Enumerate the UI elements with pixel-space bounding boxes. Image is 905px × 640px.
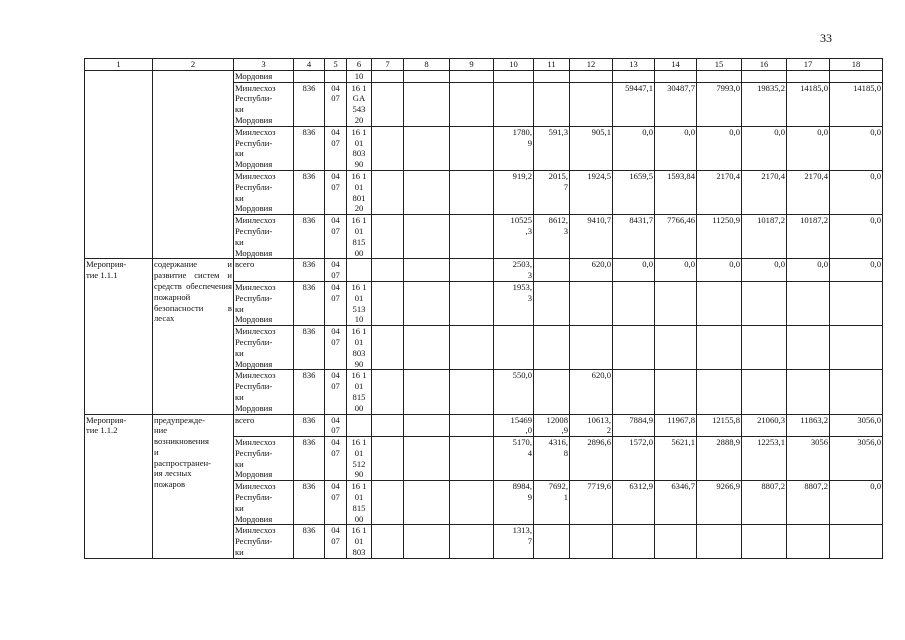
- recipient-cell: Минлесхоз Республи- ки Мордовия: [234, 370, 294, 414]
- recipient-cell: Минлесхоз Республи- ки Мордовия: [234, 326, 294, 370]
- value-cell: [450, 414, 494, 437]
- value-cell: [534, 82, 570, 126]
- target-code-cell: 16 1 01 801 20: [347, 170, 372, 214]
- value-cell: 10525 ,3: [494, 215, 534, 259]
- value-cell: [787, 326, 830, 370]
- budget-table: [84, 58, 883, 559]
- value-cell: [613, 326, 655, 370]
- recipient-cell: Минлесхоз Республи- ки Мордовия: [234, 215, 294, 259]
- value-cell: [570, 70, 613, 82]
- value-cell: [655, 370, 697, 414]
- value-cell: 0,0: [655, 126, 697, 170]
- target-code-cell: [347, 414, 372, 437]
- grbs-code-cell: 836: [294, 82, 325, 126]
- column-number-cell: 9: [450, 59, 494, 71]
- value-cell: 7692, 1: [534, 481, 570, 525]
- value-cell: 0,0: [655, 259, 697, 282]
- value-cell: 3056,0: [830, 437, 883, 481]
- value-cell: [404, 82, 450, 126]
- value-cell: [450, 259, 494, 282]
- value-cell: [372, 414, 404, 437]
- value-cell: [372, 326, 404, 370]
- value-cell: [742, 326, 787, 370]
- recipient-cell: всего: [234, 414, 294, 437]
- column-number-cell: 2: [153, 59, 234, 71]
- value-cell: [404, 414, 450, 437]
- value-cell: 14185,0: [787, 82, 830, 126]
- value-cell: [372, 481, 404, 525]
- value-cell: [742, 281, 787, 325]
- value-cell: [742, 370, 787, 414]
- value-cell: 7884,9: [613, 414, 655, 437]
- grbs-code-cell: 836: [294, 481, 325, 525]
- value-cell: 0,0: [830, 170, 883, 214]
- section-code-cell: 04 07: [325, 170, 347, 214]
- value-cell: 8612, 3: [534, 215, 570, 259]
- section-code-cell: 04 07: [325, 414, 347, 437]
- value-cell: 12155,8: [697, 414, 742, 437]
- value-cell: [570, 326, 613, 370]
- value-cell: [534, 281, 570, 325]
- value-cell: [742, 70, 787, 82]
- value-cell: [570, 281, 613, 325]
- value-cell: 7719,6: [570, 481, 613, 525]
- table-row: [85, 259, 883, 282]
- column-number-row: [85, 59, 883, 71]
- value-cell: [830, 370, 883, 414]
- value-cell: 59447,1: [613, 82, 655, 126]
- value-cell: 2896,6: [570, 437, 613, 481]
- empty-label-cell: [85, 70, 153, 259]
- value-cell: 591,3: [534, 126, 570, 170]
- value-cell: 9266,9: [697, 481, 742, 525]
- value-cell: 30487,7: [655, 82, 697, 126]
- value-cell: 11250,9: [697, 215, 742, 259]
- value-cell: [613, 70, 655, 82]
- value-cell: [787, 370, 830, 414]
- column-number-cell: 8: [404, 59, 450, 71]
- column-number-cell: 4: [294, 59, 325, 71]
- value-cell: [534, 259, 570, 282]
- value-cell: [787, 281, 830, 325]
- target-code-cell: 16 1 01 803 90: [347, 126, 372, 170]
- value-cell: [404, 481, 450, 525]
- target-code-cell: 16 1 01 815 00: [347, 370, 372, 414]
- value-cell: [830, 281, 883, 325]
- value-cell: 8807,2: [787, 481, 830, 525]
- value-cell: [404, 126, 450, 170]
- value-cell: 21060,3: [742, 414, 787, 437]
- value-cell: 1593,84: [655, 170, 697, 214]
- value-cell: 2170,4: [697, 170, 742, 214]
- value-cell: [613, 281, 655, 325]
- target-code-cell: 16 1 01 815 00: [347, 481, 372, 525]
- value-cell: [404, 437, 450, 481]
- section-code-cell: 04 07: [325, 82, 347, 126]
- value-cell: [534, 326, 570, 370]
- recipient-cell: Минлесхоз Республи- ки Мордовия: [234, 481, 294, 525]
- grbs-code-cell: 836: [294, 414, 325, 437]
- value-cell: [697, 525, 742, 558]
- recipient-cell: Минлесхоз Республи- ки Мордовия: [234, 126, 294, 170]
- value-cell: 1953, 3: [494, 281, 534, 325]
- value-cell: 0,0: [613, 259, 655, 282]
- value-cell: [450, 215, 494, 259]
- value-cell: 0,0: [742, 126, 787, 170]
- value-cell: 919,2: [494, 170, 534, 214]
- value-cell: [830, 70, 883, 82]
- value-cell: 6346,7: [655, 481, 697, 525]
- value-cell: 1572,0: [613, 437, 655, 481]
- column-number-cell: 12: [570, 59, 613, 71]
- target-code-cell: 16 1 GA 543 20: [347, 82, 372, 126]
- value-cell: 0,0: [787, 259, 830, 282]
- value-cell: [372, 70, 404, 82]
- value-cell: [450, 370, 494, 414]
- value-cell: 2503, 3: [494, 259, 534, 282]
- section-code-cell: 04 07: [325, 281, 347, 325]
- grbs-code-cell: 836: [294, 281, 325, 325]
- value-cell: 1659,5: [613, 170, 655, 214]
- value-cell: [372, 259, 404, 282]
- value-cell: [697, 326, 742, 370]
- value-cell: [404, 70, 450, 82]
- value-cell: [450, 326, 494, 370]
- value-cell: [570, 82, 613, 126]
- value-cell: 2170,4: [742, 170, 787, 214]
- value-cell: [613, 370, 655, 414]
- target-code-cell: 16 1 01 513 10: [347, 281, 372, 325]
- value-cell: [655, 281, 697, 325]
- grbs-code-cell: 836: [294, 370, 325, 414]
- value-cell: 620,0: [570, 259, 613, 282]
- value-cell: [494, 70, 534, 82]
- value-cell: [450, 437, 494, 481]
- value-cell: 0,0: [613, 126, 655, 170]
- grbs-code-cell: 836: [294, 215, 325, 259]
- value-cell: 0,0: [830, 126, 883, 170]
- recipient-cell: Минлесхоз Республи- ки Мордовия: [234, 281, 294, 325]
- column-number-cell: 15: [697, 59, 742, 71]
- value-cell: [534, 370, 570, 414]
- value-cell: 9410,7: [570, 215, 613, 259]
- value-cell: [404, 370, 450, 414]
- value-cell: [450, 82, 494, 126]
- measure-description-cell: содержание и развитие систем и средств обеспечения пожарной безопасности в лесах: [153, 259, 234, 414]
- value-cell: [787, 525, 830, 558]
- target-code-cell: 10: [347, 70, 372, 82]
- value-cell: [372, 82, 404, 126]
- value-cell: 620,0: [570, 370, 613, 414]
- value-cell: 10187,2: [787, 215, 830, 259]
- grbs-code-cell: [294, 70, 325, 82]
- value-cell: 905,1: [570, 126, 613, 170]
- section-code-cell: [325, 70, 347, 82]
- column-number-cell: 7: [372, 59, 404, 71]
- value-cell: [494, 326, 534, 370]
- target-code-cell: [347, 259, 372, 282]
- target-code-cell: 16 1 01 803: [347, 525, 372, 558]
- value-cell: 0,0: [787, 126, 830, 170]
- value-cell: [404, 259, 450, 282]
- column-number-cell: 6: [347, 59, 372, 71]
- value-cell: [372, 126, 404, 170]
- grbs-code-cell: 836: [294, 170, 325, 214]
- grbs-code-cell: 836: [294, 259, 325, 282]
- value-cell: [830, 525, 883, 558]
- section-code-cell: 04 07: [325, 481, 347, 525]
- column-number-cell: 17: [787, 59, 830, 71]
- value-cell: [404, 281, 450, 325]
- value-cell: 2015, 7: [534, 170, 570, 214]
- value-cell: 5621,1: [655, 437, 697, 481]
- value-cell: 6312,9: [613, 481, 655, 525]
- value-cell: [450, 126, 494, 170]
- value-cell: 0,0: [697, 126, 742, 170]
- recipient-cell: всего: [234, 259, 294, 282]
- value-cell: 12253,1: [742, 437, 787, 481]
- value-cell: 4316, 8: [534, 437, 570, 481]
- value-cell: 0,0: [830, 481, 883, 525]
- table-row: [85, 414, 883, 437]
- value-cell: [372, 525, 404, 558]
- recipient-cell: Минлесхоз Республи- ки Мордовия: [234, 437, 294, 481]
- value-cell: [494, 82, 534, 126]
- measure-label-cell: Мероприя- тие 1.1.2: [85, 414, 153, 558]
- value-cell: [697, 281, 742, 325]
- column-number-cell: 16: [742, 59, 787, 71]
- value-cell: 7993,0: [697, 82, 742, 126]
- value-cell: [570, 525, 613, 558]
- value-cell: [404, 215, 450, 259]
- value-cell: 10613, 2: [570, 414, 613, 437]
- recipient-cell: Минлесхоз Республи- ки Мордовия: [234, 82, 294, 126]
- column-number-cell: 11: [534, 59, 570, 71]
- column-number-cell: 13: [613, 59, 655, 71]
- column-number-cell: 5: [325, 59, 347, 71]
- value-cell: 5170, 4: [494, 437, 534, 481]
- value-cell: [404, 326, 450, 370]
- value-cell: [697, 70, 742, 82]
- value-cell: [655, 525, 697, 558]
- column-number-cell: 14: [655, 59, 697, 71]
- value-cell: 0,0: [830, 259, 883, 282]
- value-cell: [450, 525, 494, 558]
- grbs-code-cell: 836: [294, 525, 325, 558]
- value-cell: 14185,0: [830, 82, 883, 126]
- page-number: 33: [820, 31, 832, 45]
- grbs-code-cell: 836: [294, 126, 325, 170]
- value-cell: 8807,2: [742, 481, 787, 525]
- measure-description-cell: предупрежде- ние возникновения и распространен- ия лесных пожаров: [153, 414, 234, 558]
- table-row: [85, 70, 883, 82]
- value-cell: 0,0: [742, 259, 787, 282]
- grbs-code-cell: 836: [294, 437, 325, 481]
- value-cell: 19835,2: [742, 82, 787, 126]
- value-cell: [787, 70, 830, 82]
- value-cell: 7766,46: [655, 215, 697, 259]
- empty-description-cell: [153, 70, 234, 259]
- section-code-cell: 04 07: [325, 215, 347, 259]
- value-cell: 1780, 9: [494, 126, 534, 170]
- target-code-cell: 16 1 01 803 90: [347, 326, 372, 370]
- value-cell: 15469 ,0: [494, 414, 534, 437]
- section-code-cell: 04 07: [325, 370, 347, 414]
- value-cell: 3056: [787, 437, 830, 481]
- column-number-cell: 10: [494, 59, 534, 71]
- value-cell: [372, 170, 404, 214]
- value-cell: 11863,2: [787, 414, 830, 437]
- table-body: [85, 59, 883, 559]
- value-cell: 1924,5: [570, 170, 613, 214]
- column-number-cell: 1: [85, 59, 153, 71]
- section-code-cell: 04 07: [325, 259, 347, 282]
- grbs-code-cell: 836: [294, 326, 325, 370]
- value-cell: [404, 525, 450, 558]
- value-cell: 0,0: [697, 259, 742, 282]
- value-cell: [655, 70, 697, 82]
- value-cell: 8431,7: [613, 215, 655, 259]
- value-cell: [372, 215, 404, 259]
- value-cell: [404, 170, 450, 214]
- value-cell: [613, 525, 655, 558]
- section-code-cell: 04 07: [325, 126, 347, 170]
- value-cell: 10187,2: [742, 215, 787, 259]
- target-code-cell: 16 1 01 512 90: [347, 437, 372, 481]
- section-code-cell: 04 07: [325, 525, 347, 558]
- recipient-cell: Минлесхоз Республи- ки: [234, 525, 294, 558]
- value-cell: 3056,0: [830, 414, 883, 437]
- section-code-cell: 04 07: [325, 437, 347, 481]
- value-cell: 2888,9: [697, 437, 742, 481]
- value-cell: [534, 70, 570, 82]
- value-cell: [742, 525, 787, 558]
- value-cell: [655, 326, 697, 370]
- value-cell: 0,0: [830, 215, 883, 259]
- target-code-cell: 16 1 01 815 00: [347, 215, 372, 259]
- section-code-cell: 04 07: [325, 326, 347, 370]
- value-cell: [697, 370, 742, 414]
- value-cell: 550,0: [494, 370, 534, 414]
- column-number-cell: 18: [830, 59, 883, 71]
- value-cell: [372, 370, 404, 414]
- column-number-cell: 3: [234, 59, 294, 71]
- value-cell: 1313, 7: [494, 525, 534, 558]
- value-cell: [830, 326, 883, 370]
- measure-label-cell: Мероприя- тие 1.1.1: [85, 259, 153, 414]
- value-cell: [450, 481, 494, 525]
- recipient-cell: Минлесхоз Республи- ки Мордовия: [234, 170, 294, 214]
- value-cell: 12008 ,9: [534, 414, 570, 437]
- value-cell: 8984, 9: [494, 481, 534, 525]
- value-cell: 2170,4: [787, 170, 830, 214]
- value-cell: [534, 525, 570, 558]
- value-cell: [450, 281, 494, 325]
- value-cell: [372, 437, 404, 481]
- recipient-cell: Мордовия: [234, 70, 294, 82]
- value-cell: [372, 281, 404, 325]
- value-cell: [450, 70, 494, 82]
- value-cell: 11967,8: [655, 414, 697, 437]
- value-cell: [450, 170, 494, 214]
